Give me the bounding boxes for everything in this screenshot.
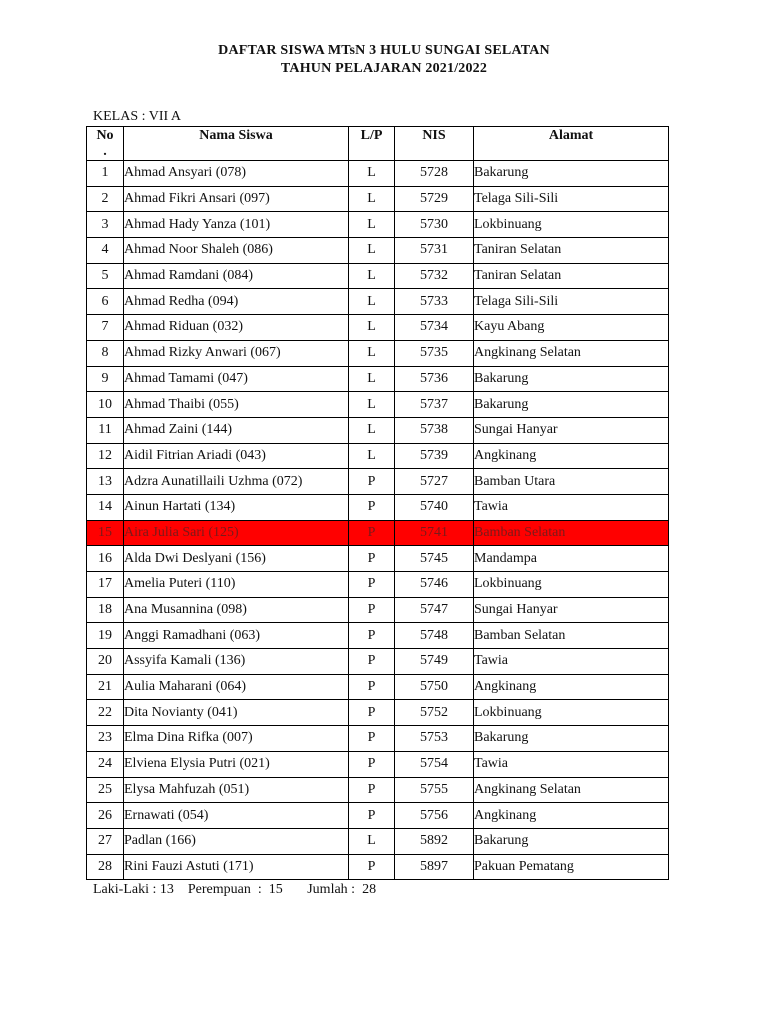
table-row [87, 366, 669, 392]
cell-name: Ana Musannina (098) [124, 597, 349, 623]
table-row [87, 700, 669, 726]
cell-name: Ahmad Hady Yanza (101) [124, 212, 349, 238]
cell-name: Ahmad Fikri Ansari (097) [124, 186, 349, 212]
table-row [87, 417, 669, 443]
cell-address: Angkinang [474, 443, 669, 469]
cell-no: 5 [87, 263, 124, 289]
cell-address: Sungai Hanyar [474, 417, 669, 443]
cell-nis: 5730 [395, 212, 474, 238]
column-header-no-label: No [96, 128, 114, 143]
cell-name: Amelia Puteri (110) [124, 572, 349, 598]
cell-name: Aidil Fitrian Ariadi (043) [124, 443, 349, 469]
cell-name: Assyifa Kamali (136) [124, 649, 349, 675]
table-header-row [87, 127, 669, 161]
cell-gender: P [349, 777, 395, 803]
cell-no: 15 [87, 520, 124, 546]
table-row [87, 674, 669, 700]
table-row [87, 392, 669, 418]
cell-gender: L [349, 186, 395, 212]
cell-gender: P [349, 803, 395, 829]
cell-no: 13 [87, 469, 124, 495]
table-row [87, 289, 669, 315]
cell-nis: 5736 [395, 366, 474, 392]
cell-nis: 5737 [395, 392, 474, 418]
table-row [87, 751, 669, 777]
cell-address: Angkinang Selatan [474, 340, 669, 366]
cell-nis: 5739 [395, 443, 474, 469]
cell-no: 23 [87, 726, 124, 752]
cell-gender: L [349, 212, 395, 238]
column-header-no-suffix: . [103, 144, 107, 159]
cell-nis: 5749 [395, 649, 474, 675]
cell-gender: L [349, 392, 395, 418]
cell-nis: 5735 [395, 340, 474, 366]
cell-name: Ainun Hartati (134) [124, 494, 349, 520]
student-table [86, 126, 669, 880]
cell-gender: P [349, 494, 395, 520]
cell-address: Lokbinuang [474, 572, 669, 598]
cell-gender: P [349, 726, 395, 752]
table-row [87, 777, 669, 803]
cell-gender: P [349, 700, 395, 726]
cell-no: 24 [87, 751, 124, 777]
cell-nis: 5746 [395, 572, 474, 598]
cell-address: Sungai Hanyar [474, 597, 669, 623]
cell-nis: 5729 [395, 186, 474, 212]
table-row [87, 186, 669, 212]
cell-gender: P [349, 649, 395, 675]
cell-no: 3 [87, 212, 124, 238]
cell-address: Telaga Sili-Sili [474, 289, 669, 315]
cell-address: Tawia [474, 751, 669, 777]
cell-address: Bamban Selatan [474, 520, 669, 546]
cell-name: Ahmad Ansyari (078) [124, 161, 349, 187]
cell-nis: 5738 [395, 417, 474, 443]
cell-name: Ahmad Tamami (047) [124, 366, 349, 392]
cell-no: 26 [87, 803, 124, 829]
cell-address: Lokbinuang [474, 700, 669, 726]
cell-address: Bakarung [474, 726, 669, 752]
table-row [87, 726, 669, 752]
cell-name: Adzra Aunatillaili Uzhma (072) [124, 469, 349, 495]
cell-gender: P [349, 674, 395, 700]
cell-no: 20 [87, 649, 124, 675]
class-label: KELAS : VII A [93, 109, 182, 124]
cell-name: Alda Dwi Deslyani (156) [124, 546, 349, 572]
cell-address: Angkinang Selatan [474, 777, 669, 803]
cell-no: 28 [87, 854, 124, 880]
table-row [87, 340, 669, 366]
cell-nis: 5754 [395, 751, 474, 777]
cell-name: Aulia Maharani (064) [124, 674, 349, 700]
cell-name: Dita Novianty (041) [124, 700, 349, 726]
table-row [87, 854, 669, 880]
cell-gender: P [349, 546, 395, 572]
cell-address: Bakarung [474, 366, 669, 392]
cell-nis: 5750 [395, 674, 474, 700]
cell-no: 25 [87, 777, 124, 803]
cell-no: 22 [87, 700, 124, 726]
cell-gender: L [349, 161, 395, 187]
column-header-address: Alamat [474, 127, 669, 161]
cell-address: Pakuan Pematang [474, 854, 669, 880]
cell-no: 14 [87, 494, 124, 520]
cell-nis: 5740 [395, 494, 474, 520]
cell-name: Anggi Ramadhani (063) [124, 623, 349, 649]
cell-address: Bamban Utara [474, 469, 669, 495]
cell-name: Rini Fauzi Astuti (171) [124, 854, 349, 880]
cell-no: 10 [87, 392, 124, 418]
document-title: DAFTAR SISWA MTsN 3 HULU SUNGAI SELATAN [218, 43, 550, 58]
cell-address: Tawia [474, 494, 669, 520]
cell-no: 21 [87, 674, 124, 700]
cell-no: 7 [87, 315, 124, 341]
table-row [87, 263, 669, 289]
cell-address: Bakarung [474, 392, 669, 418]
cell-gender: L [349, 289, 395, 315]
cell-gender: L [349, 340, 395, 366]
column-header-nis: NIS [395, 127, 474, 161]
cell-name: Ahmad Ramdani (084) [124, 263, 349, 289]
cell-nis: 5752 [395, 700, 474, 726]
table-row [87, 315, 669, 341]
table-row [87, 238, 669, 264]
cell-nis: 5731 [395, 238, 474, 264]
cell-no: 12 [87, 443, 124, 469]
cell-no: 16 [87, 546, 124, 572]
cell-gender: P [349, 751, 395, 777]
cell-gender: P [349, 597, 395, 623]
cell-gender: L [349, 828, 395, 854]
cell-no: 18 [87, 597, 124, 623]
cell-name: Ahmad Rizky Anwari (067) [124, 340, 349, 366]
cell-no: 9 [87, 366, 124, 392]
column-header-no [87, 127, 124, 161]
cell-nis: 5897 [395, 854, 474, 880]
table-row [87, 443, 669, 469]
summary-counts: Laki-Laki : 13 Perempuan : 15 Jumlah : 28 [93, 882, 377, 897]
cell-no: 1 [87, 161, 124, 187]
cell-gender: L [349, 366, 395, 392]
table-row [87, 494, 669, 520]
cell-no: 27 [87, 828, 124, 854]
cell-name: Ahmad Zaini (144) [124, 417, 349, 443]
cell-gender: L [349, 443, 395, 469]
column-header-name: Nama Siswa [124, 127, 349, 161]
cell-no: 6 [87, 289, 124, 315]
cell-nis: 5728 [395, 161, 474, 187]
table-row [87, 649, 669, 675]
table-row [87, 597, 669, 623]
cell-no: 17 [87, 572, 124, 598]
cell-nis: 5732 [395, 263, 474, 289]
cell-nis: 5756 [395, 803, 474, 829]
cell-name: Ahmad Redha (094) [124, 289, 349, 315]
cell-nis: 5753 [395, 726, 474, 752]
cell-address: Mandampa [474, 546, 669, 572]
cell-name: Elma Dina Rifka (007) [124, 726, 349, 752]
table-row [87, 212, 669, 238]
cell-address: Angkinang [474, 674, 669, 700]
cell-name: Elysa Mahfuzah (051) [124, 777, 349, 803]
cell-no: 8 [87, 340, 124, 366]
cell-address: Taniran Selatan [474, 238, 669, 264]
cell-gender: L [349, 238, 395, 264]
document-subtitle: TAHUN PELAJARAN 2021/2022 [280, 61, 488, 76]
cell-gender: P [349, 520, 395, 546]
table-row [87, 469, 669, 495]
cell-name: Ernawati (054) [124, 803, 349, 829]
table-row [87, 520, 669, 546]
cell-gender: P [349, 572, 395, 598]
cell-nis: 5733 [395, 289, 474, 315]
table-row [87, 161, 669, 187]
cell-no: 4 [87, 238, 124, 264]
cell-nis: 5748 [395, 623, 474, 649]
column-header-gender: L/P [349, 127, 395, 161]
cell-nis: 5745 [395, 546, 474, 572]
cell-address: Tawia [474, 649, 669, 675]
cell-no: 19 [87, 623, 124, 649]
cell-gender: P [349, 854, 395, 880]
cell-gender: P [349, 623, 395, 649]
cell-address: Angkinang [474, 803, 669, 829]
cell-name: Ahmad Thaibi (055) [124, 392, 349, 418]
cell-name: Elviena Elysia Putri (021) [124, 751, 349, 777]
cell-gender: L [349, 263, 395, 289]
cell-nis: 5755 [395, 777, 474, 803]
cell-name: Aira Julia Sari (125) [124, 520, 349, 546]
table-row [87, 803, 669, 829]
cell-address: Telaga Sili-Sili [474, 186, 669, 212]
cell-address: Taniran Selatan [474, 263, 669, 289]
table-body [87, 161, 669, 880]
cell-address: Bamban Selatan [474, 623, 669, 649]
cell-no: 2 [87, 186, 124, 212]
cell-name: Ahmad Riduan (032) [124, 315, 349, 341]
table-row [87, 546, 669, 572]
cell-nis: 5747 [395, 597, 474, 623]
table-row [87, 572, 669, 598]
cell-gender: L [349, 315, 395, 341]
cell-address: Kayu Abang [474, 315, 669, 341]
cell-nis: 5727 [395, 469, 474, 495]
cell-name: Padlan (166) [124, 828, 349, 854]
cell-nis: 5741 [395, 520, 474, 546]
cell-no: 11 [87, 417, 124, 443]
table-row [87, 828, 669, 854]
cell-nis: 5892 [395, 828, 474, 854]
cell-nis: 5734 [395, 315, 474, 341]
cell-address: Bakarung [474, 828, 669, 854]
cell-address: Lokbinuang [474, 212, 669, 238]
cell-gender: L [349, 417, 395, 443]
table-row [87, 623, 669, 649]
cell-name: Ahmad Noor Shaleh (086) [124, 238, 349, 264]
cell-gender: P [349, 469, 395, 495]
cell-address: Bakarung [474, 161, 669, 187]
